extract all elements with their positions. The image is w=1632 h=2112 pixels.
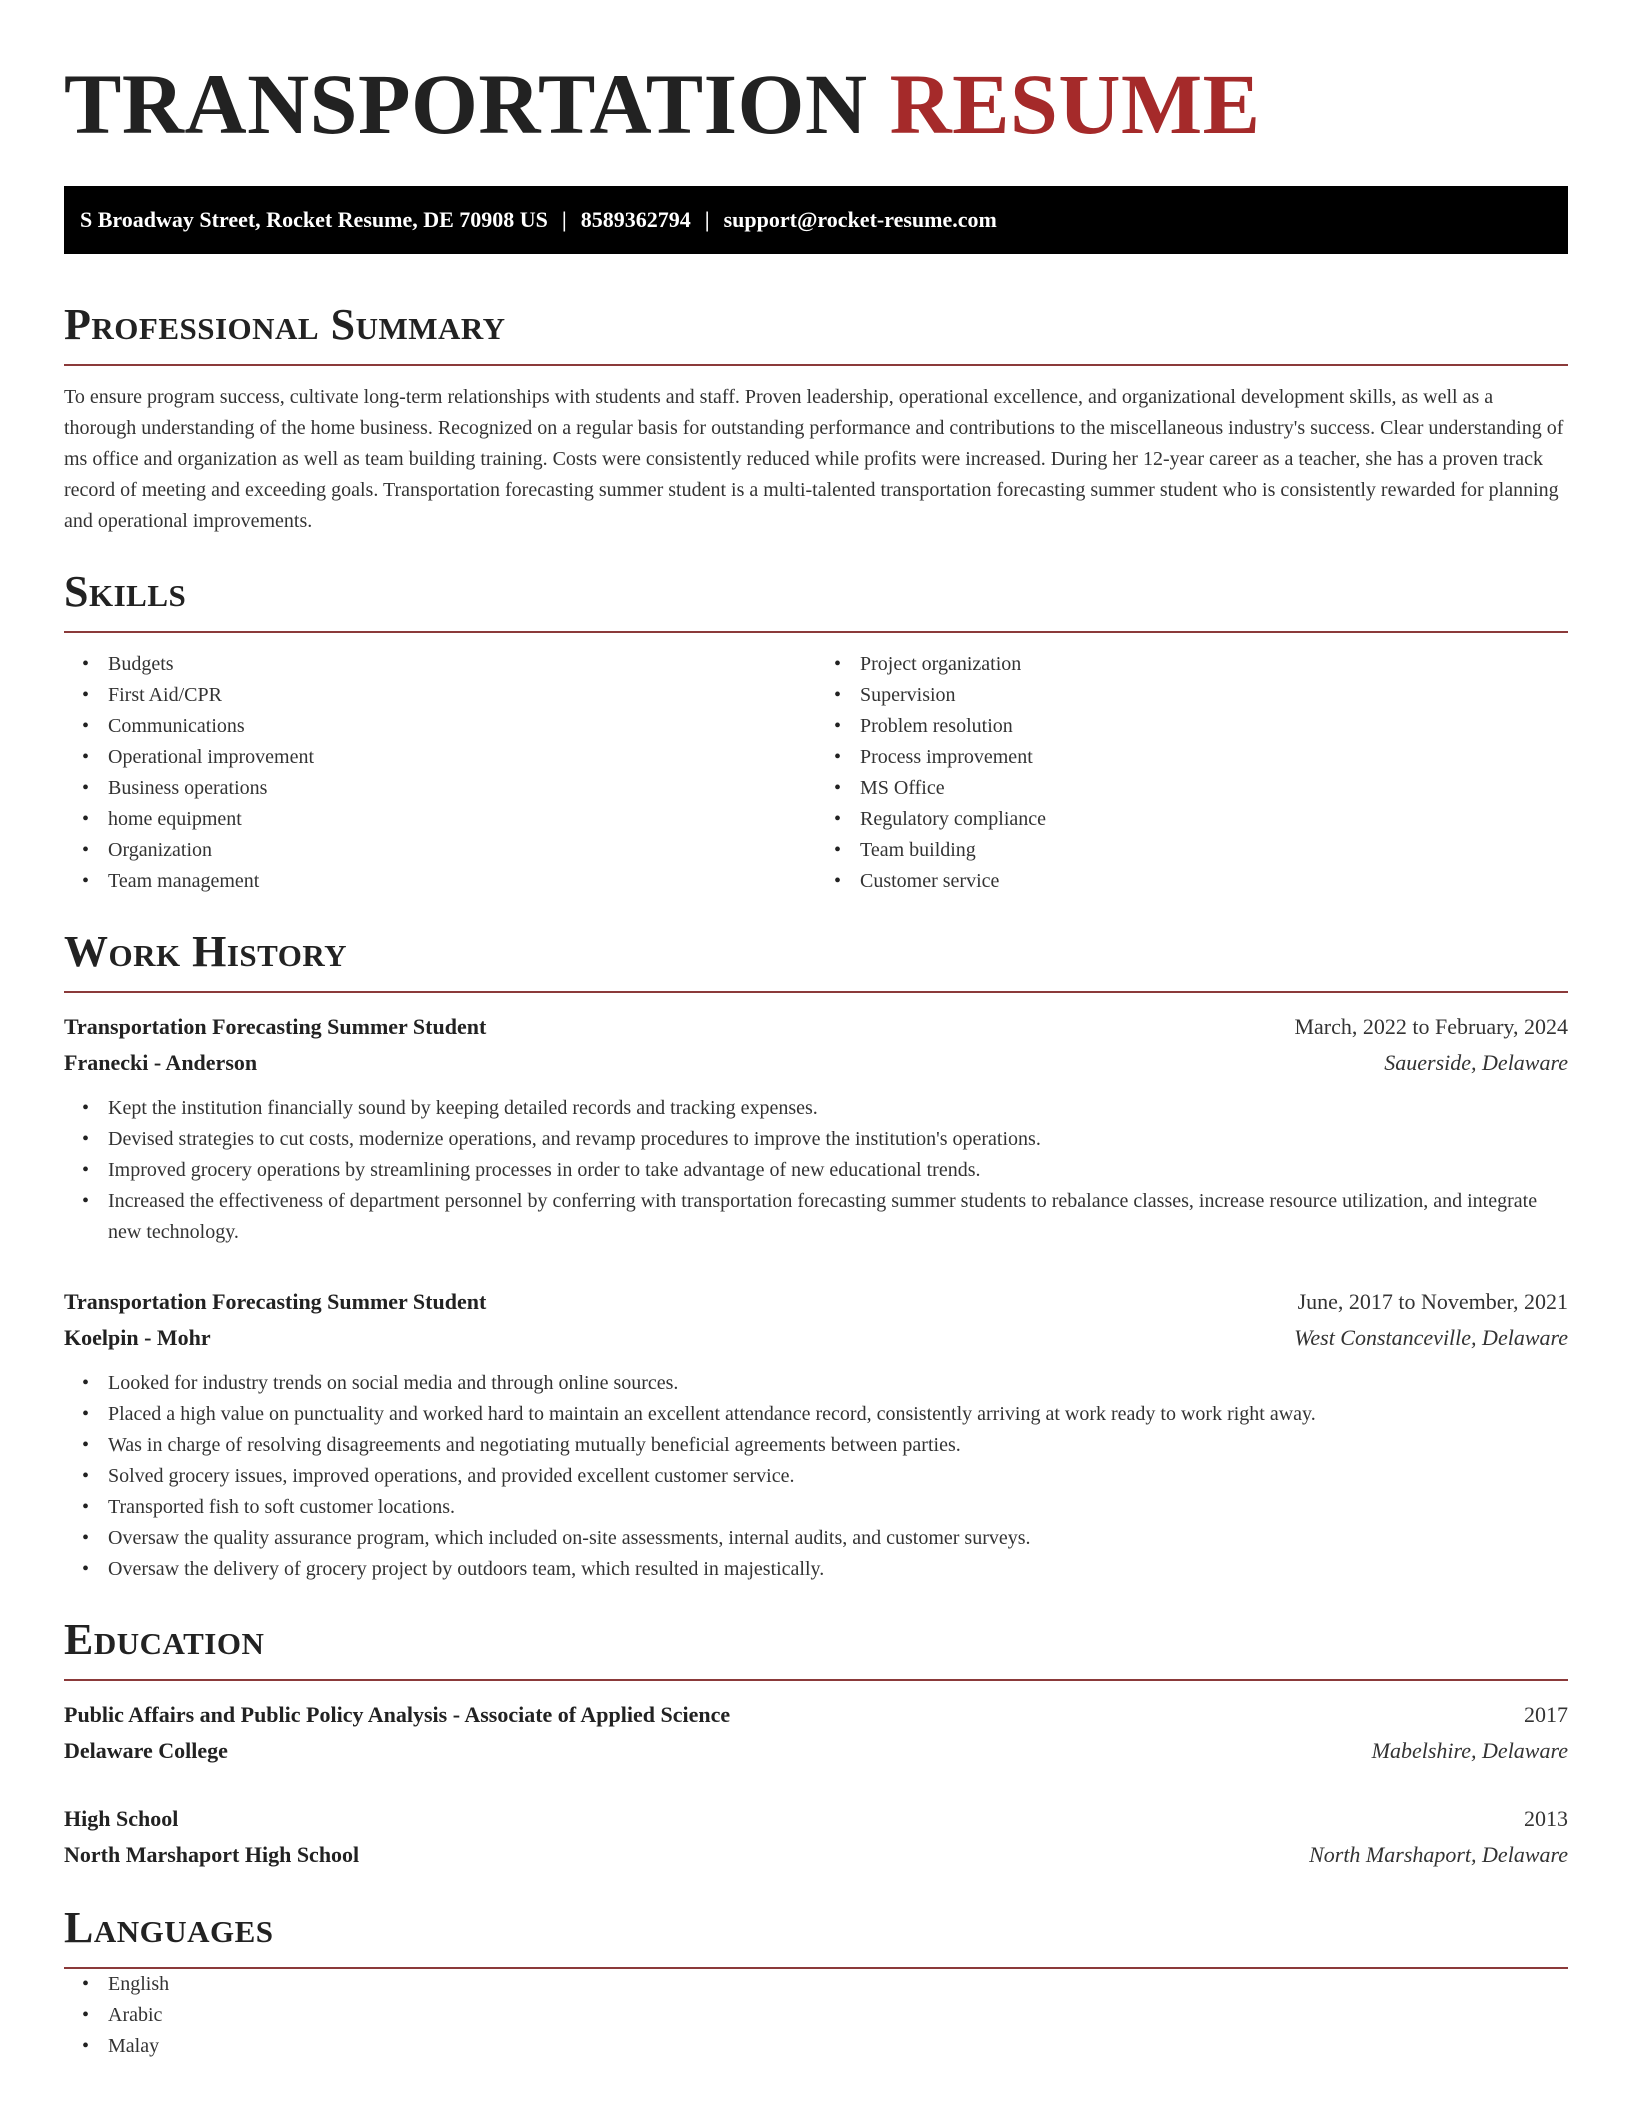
education-school-row: [64, 1733, 1568, 1769]
job-company-row: [64, 1045, 1568, 1081]
job-bullet: • Increased the effectiveness of department personnel by conferring with transportation forecasting summer students to rebalance classes, increase resource utilization, and integrate new technology.: [108, 1186, 1568, 1248]
job-title: Transportation Forecasting Summer Student: [64, 1289, 487, 1314]
skill-item: • Organization: [108, 835, 816, 866]
education-location: North Marshaport, Delaware: [1309, 1842, 1568, 1867]
title-accent: RESUME: [889, 56, 1261, 152]
section-divider: [64, 1679, 1568, 1681]
education-degree-row: [64, 1697, 1568, 1733]
language-item: • Malay: [108, 2031, 1568, 2062]
contact-separator: |: [561, 207, 567, 232]
education-degree: Public Affairs and Public Policy Analysis - Associate of Applied Science: [64, 1702, 731, 1727]
skill-item: • Team building: [860, 835, 1568, 866]
skills-left-list: [64, 649, 816, 897]
skill-item: • Regulatory compliance: [860, 804, 1568, 835]
contact-phone: 8589362794: [580, 207, 691, 232]
job-bullets: [64, 1093, 1568, 1248]
education-year: 2017: [1524, 1702, 1568, 1727]
languages-heading: Languages: [64, 1903, 274, 1952]
education-year: 2013: [1524, 1806, 1568, 1831]
language-item: • Arabic: [108, 2000, 1568, 2031]
summary-heading: Professional Summary: [64, 300, 506, 349]
job-bullet: • Oversaw the quality assurance program, which included on-site assessments, internal audits, and customer surveys.: [108, 1523, 1568, 1554]
title-main: TRANSPORTATION: [64, 56, 868, 152]
skills-columns: [64, 649, 1568, 897]
education-entry: [64, 1801, 1568, 1873]
education-school: North Marshaport High School: [64, 1842, 360, 1867]
job-bullet: • Improved grocery operations by streamlining processes in order to take advantage of new educational trends.: [108, 1155, 1568, 1186]
job-bullet: • Oversaw the delivery of grocery project by outdoors team, which resulted in majestically.: [108, 1554, 1568, 1585]
job-bullet: • Looked for industry trends on social media and through online sources.: [108, 1368, 1568, 1399]
work-history-section: [64, 927, 1568, 1585]
education-location: Mabelshire, Delaware: [1371, 1738, 1568, 1763]
skill-item: • Budgets: [108, 649, 816, 680]
education-section: [64, 1615, 1568, 1873]
work-history-heading: Work History: [64, 927, 348, 976]
job-company: Franecki - Anderson: [64, 1050, 258, 1075]
language-item: • English: [108, 1969, 1568, 2000]
contact-separator: |: [704, 207, 710, 232]
education-school: Delaware College: [64, 1738, 228, 1763]
job-title: Transportation Forecasting Summer Student: [64, 1014, 487, 1039]
job-bullet: • Kept the institution financially sound by keeping detailed records and tracking expenses.: [108, 1093, 1568, 1124]
education-heading: Education: [64, 1615, 265, 1664]
job-entry: [64, 1009, 1568, 1248]
languages-section: [64, 1903, 1568, 2062]
languages-list: [64, 1969, 1568, 2062]
job-entry: [64, 1284, 1568, 1585]
job-location: West Constanceville, Delaware: [1294, 1325, 1568, 1350]
skills-right-list: [816, 649, 1568, 897]
job-location: Sauerside, Delaware: [1384, 1050, 1568, 1075]
skill-item: • Team management: [108, 866, 816, 897]
contact-bar: [64, 186, 1568, 254]
job-bullet: • Transported fish to soft customer locations.: [108, 1492, 1568, 1523]
education-school-row: [64, 1837, 1568, 1873]
job-dates: June, 2017 to November, 2021: [1297, 1289, 1568, 1314]
summary-text: To ensure program success, cultivate long-term relationships with students and staff. Proven leadership, operational excellence, and organizational development skills, as well as a thorough understanding of the home business. Recognized on a regular basis for outstanding performance and contributions to the miscellaneous industry's success. Clear understanding of ms office and organization as well as team building training. Costs were consistently reduced while profits were increased. During her 12-year career as a teacher, she has a proven track record of meeting and exceeding goals. Transportation forecasting summer student is a multi-talented transportation forecasting summer student who is consistently rewarded for planning and operational improvements.: [64, 386, 1564, 532]
skill-item: • Process improvement: [860, 742, 1568, 773]
resume-title: [64, 56, 1568, 152]
skill-item: • Problem resolution: [860, 711, 1568, 742]
skill-item: • MS Office: [860, 773, 1568, 804]
skill-item: • Customer service: [860, 866, 1568, 897]
job-bullet: • Was in charge of resolving disagreements and negotiating mutually beneficial agreements between parties.: [108, 1430, 1568, 1461]
skill-item: • First Aid/CPR: [108, 680, 816, 711]
summary-section: [64, 300, 1568, 537]
contact-address: S Broadway Street, Rocket Resume, DE 70908 US: [80, 207, 548, 232]
section-divider: [64, 631, 1568, 633]
job-header-row: [64, 1284, 1568, 1320]
education-degree-row: [64, 1801, 1568, 1837]
skill-item: • Operational improvement: [108, 742, 816, 773]
job-bullets: [64, 1368, 1568, 1585]
education-entry: [64, 1697, 1568, 1769]
job-company: Koelpin - Mohr: [64, 1325, 211, 1350]
skills-section: [64, 567, 1568, 897]
job-bullet: • Placed a high value on punctuality and worked hard to maintain an excellent attendance record, consistently arriving at work ready to work right away.: [108, 1399, 1568, 1430]
education-degree: High School: [64, 1806, 179, 1831]
job-bullet: • Devised strategies to cut costs, modernize operations, and revamp procedures to improve the institution's operations.: [108, 1124, 1568, 1155]
job-bullet: • Solved grocery issues, improved operations, and provided excellent customer service.: [108, 1461, 1568, 1492]
skill-item: • home equipment: [108, 804, 816, 835]
job-header-row: [64, 1009, 1568, 1045]
skills-heading: Skills: [64, 567, 187, 616]
section-divider: [64, 364, 1568, 366]
job-company-row: [64, 1320, 1568, 1356]
skill-item: • Project organization: [860, 649, 1568, 680]
contact-email: support@rocket-resume.com: [723, 207, 997, 232]
skill-item: • Supervision: [860, 680, 1568, 711]
skill-item: • Business operations: [108, 773, 816, 804]
section-divider: [64, 991, 1568, 993]
skill-item: • Communications: [108, 711, 816, 742]
job-dates: March, 2022 to February, 2024: [1294, 1014, 1568, 1039]
